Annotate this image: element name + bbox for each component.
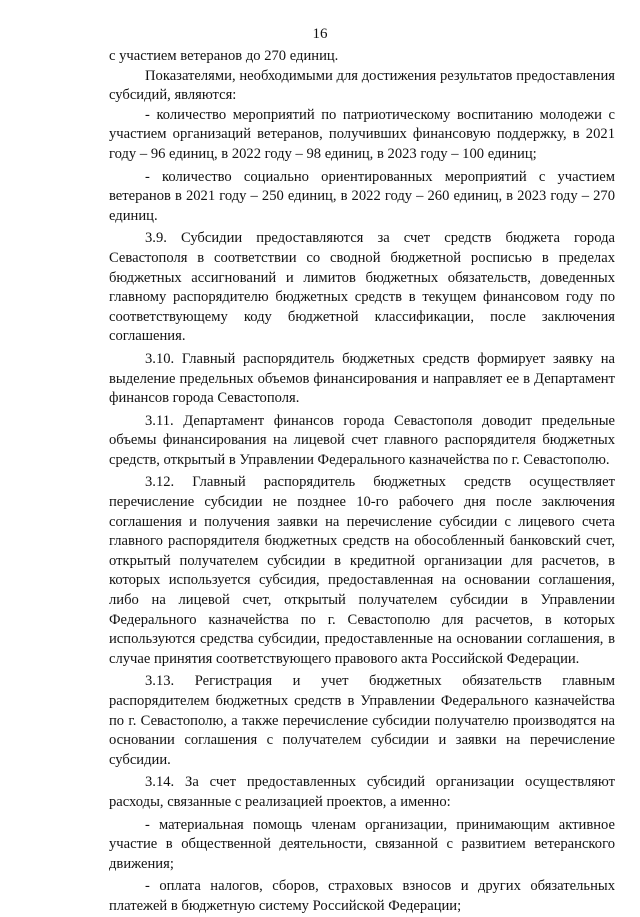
paragraph-3-9: 3.9. Субсидии предоставляются за счет средств бюджета города Севастополя в соответствии со сводной бюджетной росписью в пределах бюджетных ассигнований и лимитов бюджетных обязательств, доведенных главному распорядителю бюджетных средств в текущем финансовом году по соответствующему коду бюджетной классификации, после заключения соглашения. bbox=[109, 230, 615, 345]
paragraph-3-12: 3.12. Главный распорядитель бюджетных средств осуществляет перечисление субсидии не позднее 10-го рабочего дня после заключения соглашения и получения заявки на перечисление субсидии с лицевого счета главного распорядителя бюджетных средств на обособленный банковский счет, открытый получателем субсидии в кредитной организации для расчетов, в которых используется субсидия, предоставленная на основании соглашения, либо на лицевой счет, открытый получателем субсидии в Управлении Федерального казначейства по г. Севастополю для расчетов, в которых используются средства субсидии, предоставленные на основании соглашения, в случае принятия соответствующего правового акта Российской Федерации. bbox=[109, 474, 615, 667]
list-item-social-events: - количество социально ориентированных мероприятий с участием ветеранов в 2021 году – 250 единиц, в 2022 году – 260 единиц, в 2023 году – 270 единиц. bbox=[109, 168, 615, 224]
paragraph-indicators-intro: Показателями, необходимыми для достижения результатов предоставления субсидий, являются: bbox=[109, 67, 615, 104]
list-item-material-aid: - материальная помощь членам организации, принимающим активное участие в общественной деятельности, связанной с развитием ветеранского движения; bbox=[109, 816, 615, 872]
list-item-taxes: - оплата налогов, сборов, страховых взносов и других обязательных платежей в бюджетную систему Российской Федерации; bbox=[109, 878, 615, 914]
page-number: 16 bbox=[312, 26, 328, 42]
paragraph-3-14: 3.14. За счет предоставленных субсидий организации осуществляют расходы, связанные с реализацией проектов, а именно: bbox=[109, 774, 615, 810]
paragraph-3-13: 3.13. Регистрация и учет бюджетных обязательств главным распорядителем бюджетных средств в Управлении Федерального казначейства по г. Севастополю, а также перечисление субсидии получателю производятся на основании соглашения с получателем субсидии и заявки на перечисление субсидии. bbox=[109, 673, 615, 768]
document-body bbox=[109, 47, 615, 917]
paragraph-3-11: 3.11. Департамент финансов города Севастополя доводит предельные объемы финансирования на лицевой счет главного распорядителя бюджетных средств, открытый в Управлении Федерального казначейства по г. Севастополю. bbox=[109, 412, 615, 468]
list-item-patriotic-events: - количество мероприятий по патриотическому воспитанию молодежи с участием организаций ветеранов, получивших финансовую поддержку, в 2021 году – 96 единиц, в 2022 году – 98 единиц, в 2023 году – 100 единиц; bbox=[109, 106, 615, 162]
paragraph-continuation: с участием ветеранов до 270 единиц. bbox=[109, 48, 339, 64]
paragraph-3-10: 3.10. Главный распорядитель бюджетных средств формирует заявку на выделение предельных объемов финансирования и направляет ее в Департамент финансов города Севастополя. bbox=[109, 350, 615, 407]
